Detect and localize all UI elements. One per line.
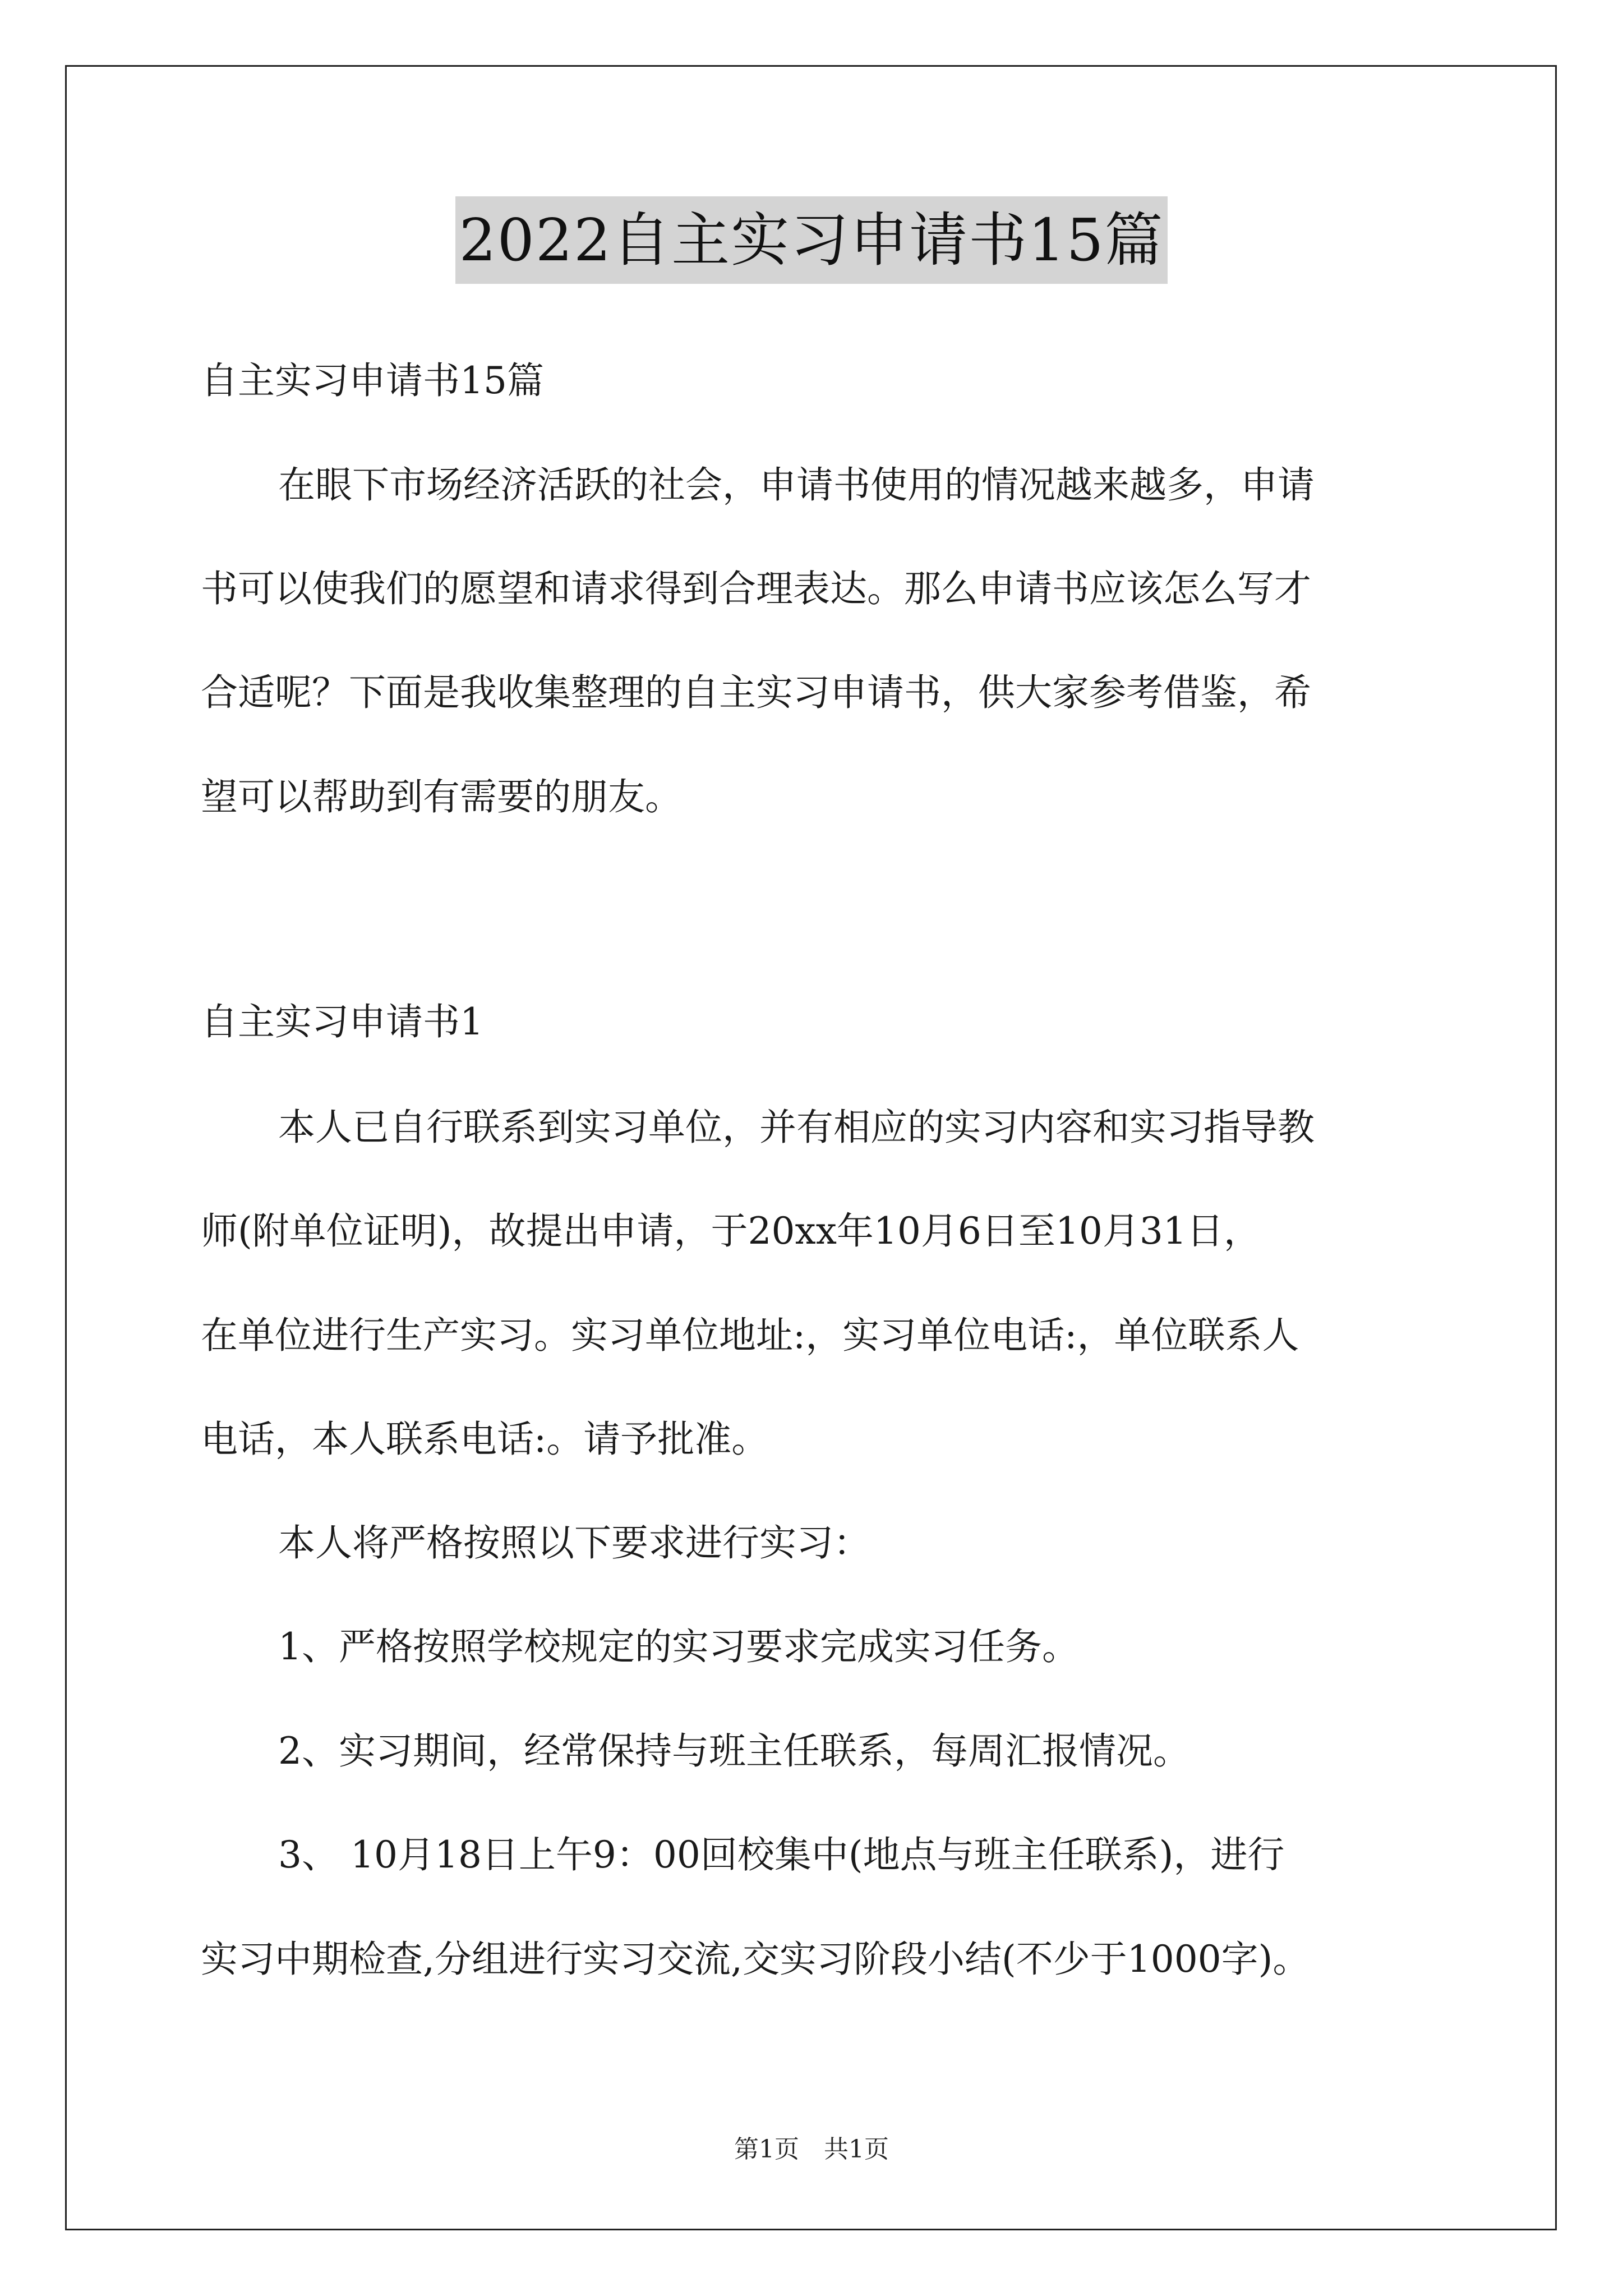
list-item: 1、严格按照学校规定的实习要求完成实习任务。	[278, 1625, 1079, 1668]
paragraph-line: 本人已自行联系到实习单位，并有相应的实习内容和实习指导教	[278, 1106, 1315, 1149]
title-wrap	[0, 196, 1623, 284]
section-heading: 自主实习申请书1	[201, 1000, 483, 1043]
subtitle: 自主实习申请书15篇	[201, 359, 544, 402]
paragraph-line: 电话，本人联系电话:。请予批准。	[201, 1418, 769, 1461]
list-item: 2、实习期间，经常保持与班主任联系，每周汇报情况。	[278, 1729, 1190, 1773]
page-footer: 第1页 共1页	[734, 2135, 889, 2164]
intro-line: 在眼下市场经济活跃的社会，申请书使用的情况越来越多，申请	[278, 463, 1315, 507]
intro-line: 望可以帮助到有需要的朋友。	[201, 775, 682, 818]
paragraph-line: 本人将严格按照以下要求进行实习：	[278, 1521, 870, 1565]
document-title: 2022自主实习申请书15篇	[455, 196, 1167, 284]
intro-line: 合适呢？下面是我收集整理的自主实习申请书，供大家参考借鉴，希	[201, 671, 1311, 714]
intro-line: 书可以使我们的愿望和请求得到合理表达。那么申请书应该怎么写才	[201, 567, 1311, 610]
paragraph-line: 师(附单位证明)，故提出申请，于20xx年10月6日至10月31日，	[201, 1209, 1261, 1253]
list-item: 3、 10月18日上午9：00回校集中(地点与班主任联系)，进行	[278, 1833, 1285, 1876]
paragraph-line: 在单位进行生产实习。实习单位地址:，实习单位电话:，单位联系人	[201, 1314, 1299, 1357]
list-item-continuation: 实习中期检查,分组进行实习交流,交实习阶段小结(不少于1000字)。	[201, 1938, 1310, 1981]
